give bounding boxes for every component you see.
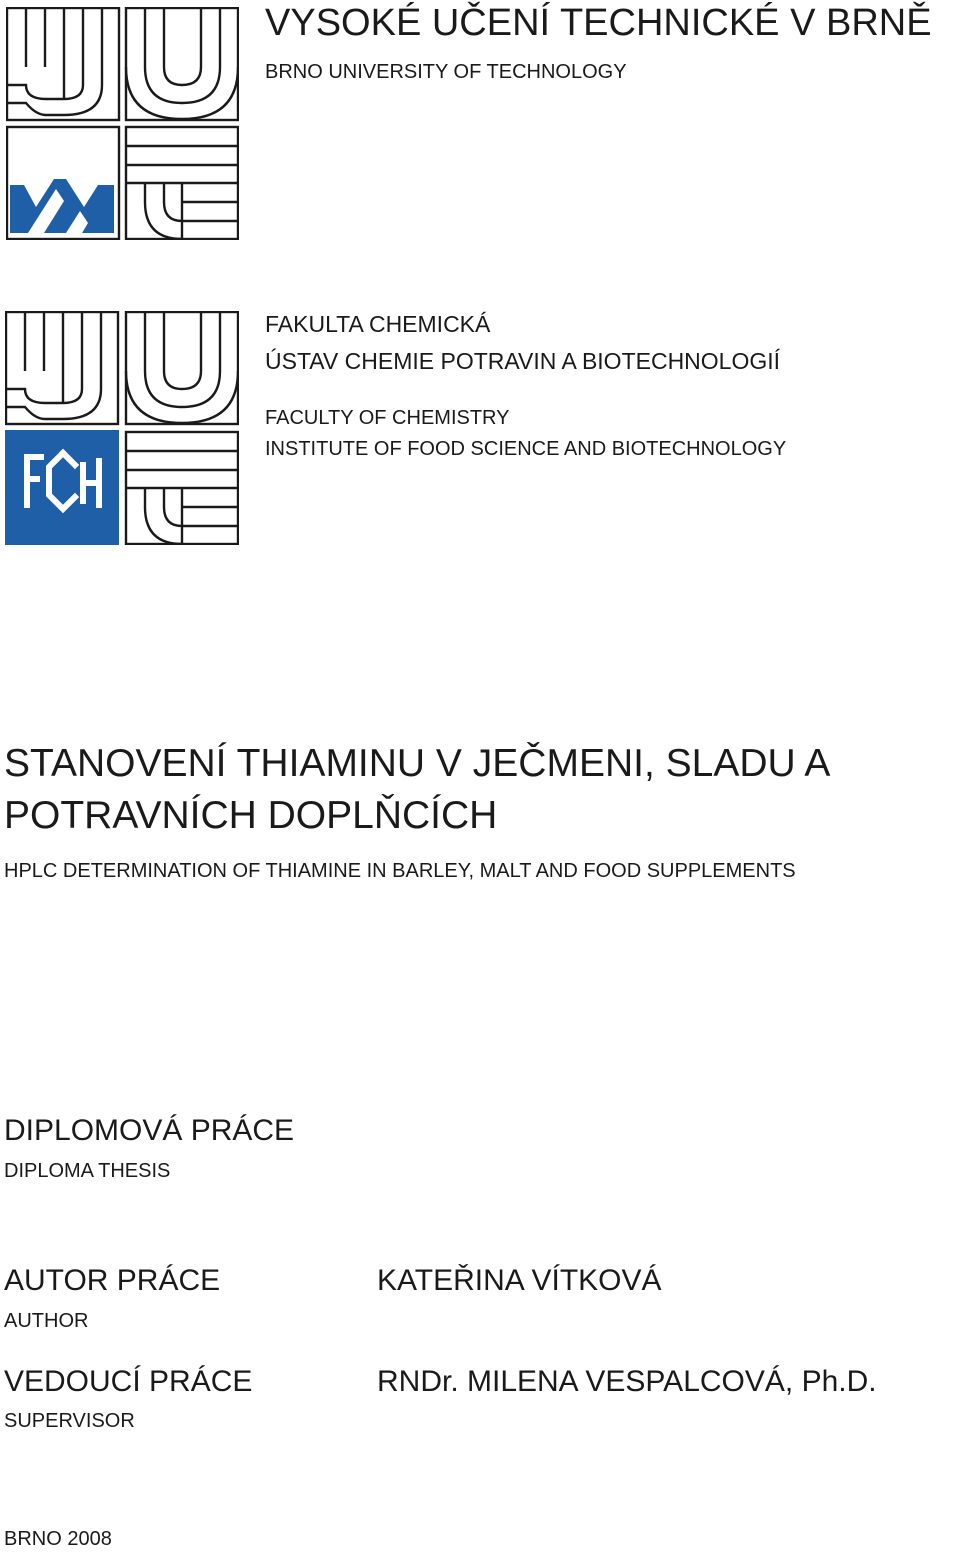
place-and-year: BRNO 2008	[4, 1528, 112, 1550]
university-logo	[6, 7, 239, 240]
vut-logo-icon	[6, 7, 239, 240]
fch-logo-icon	[5, 311, 239, 545]
faculty-name-english: FACULTY OF CHEMISTRY	[265, 407, 510, 429]
thesis-type-english: DIPLOMA THESIS	[4, 1160, 171, 1182]
thesis-title-line-2: POTRAVNÍCH DOPLŇCÍCH	[4, 794, 498, 837]
thesis-title	[4, 738, 830, 842]
supervisor-label-english: SUPERVISOR	[4, 1410, 135, 1432]
university-name-english: BRNO UNIVERSITY OF TECHNOLOGY	[265, 61, 627, 83]
faculty-logo	[5, 311, 239, 545]
thesis-type: DIPLOMOVÁ PRÁCE	[4, 1114, 295, 1147]
supervisor-label: VEDOUCÍ PRÁCE	[4, 1365, 253, 1398]
author-name: KATEŘINA VÍTKOVÁ	[377, 1264, 662, 1297]
author-label: AUTOR PRÁCE	[4, 1264, 221, 1297]
faculty-name: FAKULTA CHEMICKÁ	[265, 311, 491, 337]
thesis-title-line-1: STANOVENÍ THIAMINU V JEČMENI, SLADU A	[4, 742, 831, 785]
author-label-english: AUTHOR	[4, 1310, 89, 1332]
university-name: VYSOKÉ UČENÍ TECHNICKÉ V BRNĚ	[265, 2, 932, 44]
institute-name-english: INSTITUTE OF FOOD SCIENCE AND BIOTECHNOLOGY	[265, 438, 787, 460]
institute-name: ÚSTAV CHEMIE POTRAVIN A BIOTECHNOLOGIÍ	[265, 348, 781, 374]
thesis-title-english: HPLC DETERMINATION OF THIAMINE IN BARLEY, MALT AND FOOD SUPPLEMENTS	[4, 860, 796, 882]
faculty-block-czech	[265, 306, 780, 380]
supervisor-name: RNDr. MILENA VESPALCOVÁ, Ph.D.	[377, 1365, 877, 1398]
faculty-block-english	[265, 403, 786, 465]
